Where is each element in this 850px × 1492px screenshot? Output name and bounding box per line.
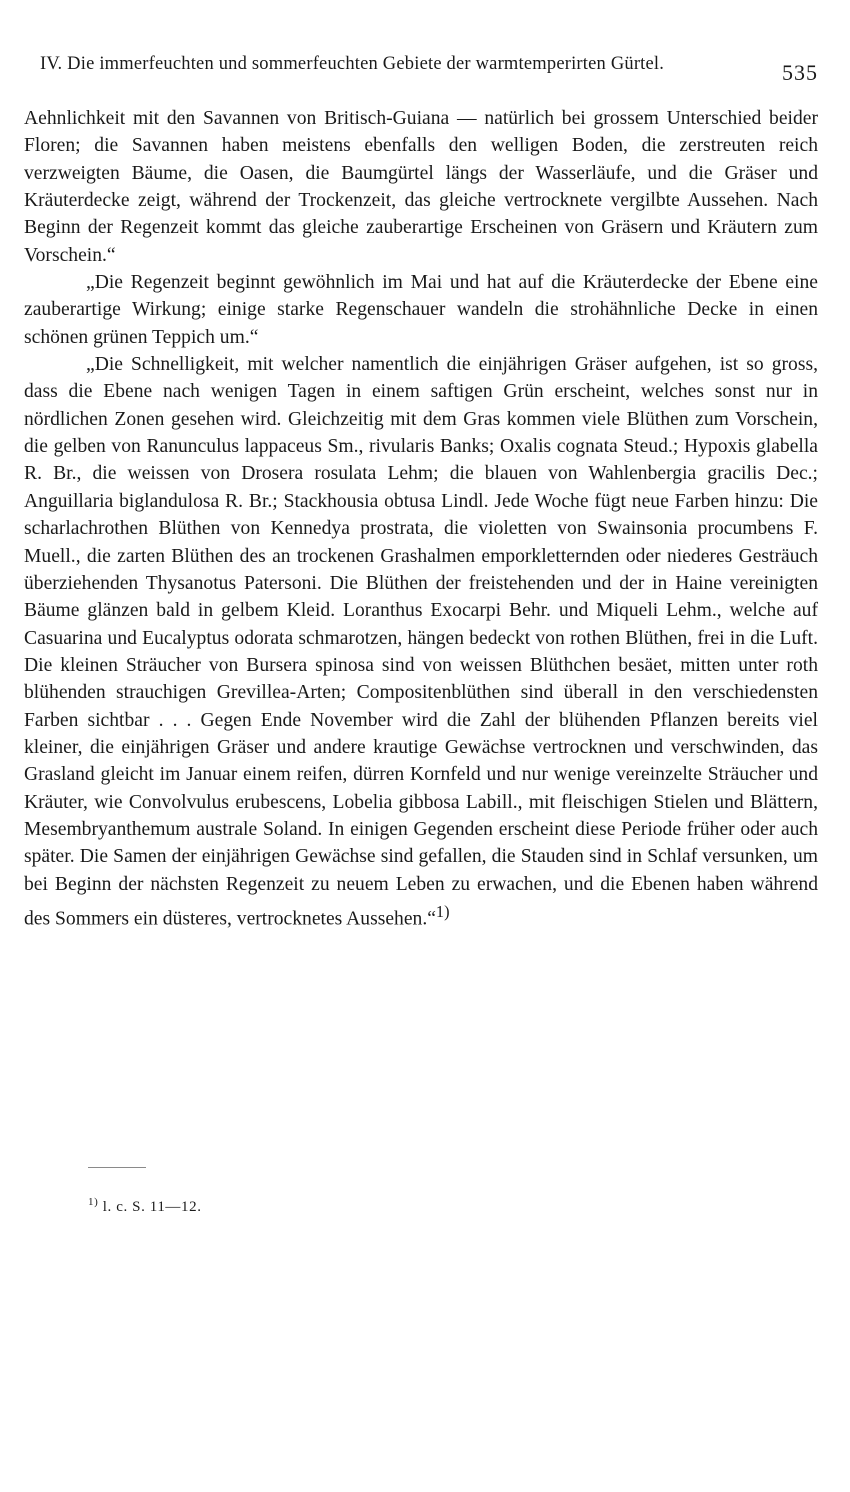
- footnote-divider: [88, 1167, 146, 1168]
- running-head: IV. Die immerfeuchten und sommerfeuchten Gebiete der warmtemperirten Gürtel.: [40, 54, 665, 74]
- paragraph-3-text: „Die Schnelligkeit, mit welcher namentlich die einjährigen Gräser aufgehen, ist so gross, dass die Ebene nach wenigen Tagen in einem saftigen Grün erscheint, welches sonst nur in nördlichen Zonen gesehen wird. Gleichzeitig mit dem Gras kommen viele Blüthen zum Vorschein, die gelben von Ranunculus lappaceus Sm., rivularis Banks; Oxalis cognata Steud.; Hypoxis glabella R. Br., die weissen von Drosera rosulata Lehm; die blauen von Wahlenbergia gracilis Dec.; Anguillaria biglandulosa R. Br.; Stackhousia obtusa Lindl. Jede Woche fügt neue Farben hinzu: Die scharlachrothen Blüthen von Kennedya prostrata, die violetten von Swainsonia procumbens F. Muell., die zarten Blüthen des an trockenen Grashalmen emporkletternden oder niederes Gesträuch überziehenden Thysanotus Patersoni. Die Blüthen der freistehenden und der in Haine vereinigten Bäume glänzen bald in gelbem Kleid. Loranthus Exocarpi Behr. und Miqueli Lehm., welche auf Casuarina und Eucalyptus odorata schmarotzen, hängen bedeckt von rothen Blüthen, frei in die Luft. Die kleinen Sträucher von Bursera spinosa sind von weissen Blüthchen besäet, mitten unter roth blühenden strauchigen Grevillea-Arten; Compositenblüthen sind überall in den verschiedensten Farben sichtbar . . . Gegen Ende November wird die Zahl der blühenden Pflanzen bereits viel kleiner, die einjährigen Gräser und andere krautige Gewächse vertrocknen und verschwinden, das Grasland gleicht im Januar einem reifen, dürren Kornfeld und nur wenige vereinzelte Sträucher und Kräuter, wie Convolvulus erubescens, Lobelia gibbosa Labill., mit fleischigen Stielen und Blättern, Mesembryanthemum australe Soland. In einigen Gegenden erscheint diese Periode früher oder auch später. Die Samen der einjährigen Gewächse sind gefallen, die Stauden sind in Schlaf versunken, um bei Beginn der nächsten Regenzeit zu neuem Leben zu erwachen, und die Ebenen haben während des Sommers ein düsteres, vertrocknetes Aussehen.“: [24, 354, 818, 930]
- paragraph-2: „Die Regenzeit beginnt gewöhnlich im Mai und hat auf die Kräuterdecke der Ebene eine zauberartige Wirkung; einige starke Regenschauer wandeln die strohähnliche Decke in einen schönen grünen Teppich um.“: [24, 272, 818, 348]
- footnote-reference: 1): [435, 901, 450, 921]
- footnote-text: l. c. S. 11—12.: [98, 1199, 202, 1215]
- page-header: [40, 54, 818, 84]
- body-text: [24, 105, 818, 933]
- paragraph-3: [24, 351, 818, 933]
- footnote-marker: 1): [88, 1196, 99, 1208]
- footnote: [88, 1196, 202, 1216]
- paragraph-1: Aehnlichkeit mit den Savannen von Britisch-Guiana — natürlich bei grossem Unterschied beider Floren; die Savannen haben meistens ebenfalls den welligen Boden, die zerstreuten reich verzweigten Bäume, die Oasen, die Baumgürtel längs der Wasserläufe, und die Gräser und Kräuterdecke zeigt, während der Trockenzeit, das gleiche vertrocknete vergilbte Aussehen. Nach Beginn der Regenzeit kommt das gleiche zauberartige Erscheinen von Gräsern und Kräutern zum Vorschein.“: [24, 108, 818, 266]
- page-number: 535: [782, 60, 818, 85]
